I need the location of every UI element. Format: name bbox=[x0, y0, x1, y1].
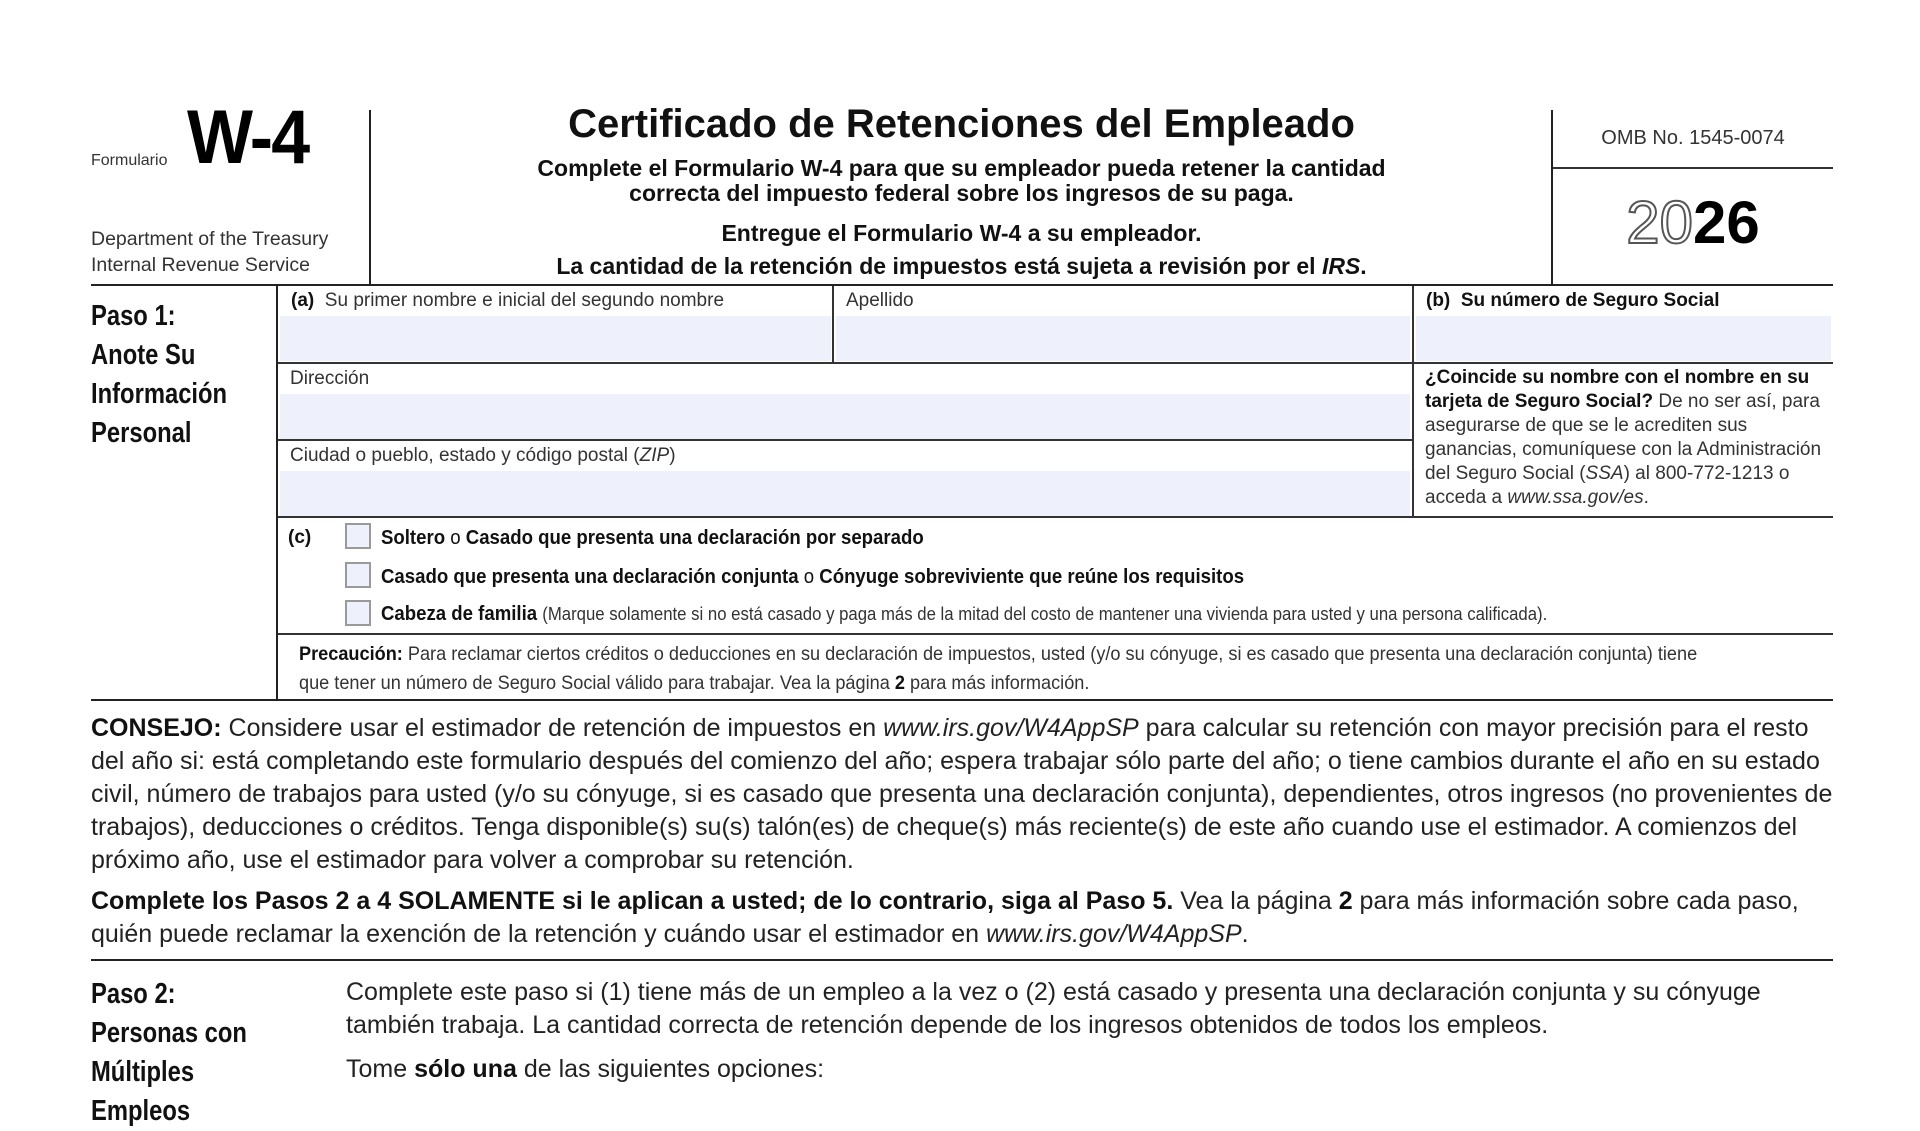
step1-label-line: Información bbox=[91, 378, 228, 410]
tip-paragraph bbox=[91, 712, 1833, 877]
step1-label-line: Personal bbox=[91, 417, 192, 449]
step2-label-line: Personas con bbox=[91, 1017, 247, 1049]
ssn-name-match-note bbox=[1425, 366, 1833, 510]
department-name: Department of the Treasury bbox=[91, 228, 329, 250]
option-text: o bbox=[445, 527, 466, 549]
steps-instruction-bold: Complete los Pasos 2 a 4 SOLAMENTE si le aplican a usted; de lo contrario, siga al Paso 5. bbox=[91, 887, 1174, 915]
options-intro-text: Tome bbox=[346, 1055, 415, 1083]
estimator-link[interactable]: www.irs.gov/W4AppSP bbox=[883, 714, 1139, 742]
ssn-note-ssa: SSA bbox=[1585, 463, 1624, 484]
tip-label: CONSEJO: bbox=[91, 714, 222, 742]
filing-option-married-joint bbox=[381, 566, 1244, 589]
subtitle-line-1: Complete el Formulario W-4 para que su empleador pueda retener la cantidad bbox=[537, 155, 1386, 181]
step1-label bbox=[91, 297, 227, 453]
option-text: Casado que presenta una declaración conjunta bbox=[381, 566, 799, 588]
option-text: Cabeza de familia bbox=[381, 603, 538, 625]
first-name-input[interactable] bbox=[280, 316, 831, 361]
ssn-label bbox=[1426, 290, 1720, 312]
address-field[interactable] bbox=[278, 364, 1412, 441]
step2-label-line: Empleos bbox=[91, 1095, 191, 1127]
review-note-irs: IRS bbox=[1321, 253, 1361, 279]
ssn-note-text2: ) al 800-772-1213 o acceda a bbox=[1425, 463, 1790, 508]
header-divider-left bbox=[369, 110, 371, 286]
ssn-note-question: ¿Coincide su nombre con el nombre en su tarjeta de Seguro Social? bbox=[1425, 367, 1810, 412]
precaution-page: 2 bbox=[894, 672, 905, 694]
step2-label bbox=[91, 975, 247, 1131]
estimator-link[interactable]: www.irs.gov/W4AppSP bbox=[986, 920, 1242, 948]
form-subtitle bbox=[372, 156, 1551, 206]
submit-instruction: Entregue el Formulario W-4 a su empleador. bbox=[721, 220, 1202, 246]
last-name-field[interactable] bbox=[834, 286, 1412, 363]
steps-instruction bbox=[91, 885, 1833, 951]
option-text: Cónyuge sobreviviente que reúne los requisitos bbox=[819, 566, 1245, 588]
ssn-field[interactable] bbox=[1414, 286, 1833, 363]
filing-option-single bbox=[381, 527, 924, 550]
form-prefix: Formulario bbox=[91, 152, 168, 169]
last-name-input[interactable] bbox=[836, 316, 1410, 361]
city-label-zip: ZIP bbox=[639, 445, 670, 466]
field-letter-c: (c) bbox=[288, 527, 312, 548]
ssn-input[interactable] bbox=[1416, 316, 1831, 361]
first-name-label-text: Su primer nombre e inicial del segundo nombre bbox=[324, 290, 725, 311]
ssn-label-text: Su número de Seguro Social bbox=[1460, 290, 1720, 311]
first-name-label bbox=[291, 290, 724, 312]
year-solid-digits: 26 bbox=[1693, 189, 1760, 256]
omb-number: OMB No. 1545-0074 bbox=[1601, 127, 1785, 149]
option-note: (Marque solamente si no está casado y paga más de la mitad del costo de mantener una vivienda para usted y una persona calificada). bbox=[542, 604, 1548, 624]
filing-option-head-of-household bbox=[381, 603, 1547, 626]
options-intro-text: de las siguientes opciones: bbox=[516, 1055, 825, 1083]
step1-label-line: Anote Su bbox=[91, 339, 196, 371]
step2-label-line: Paso 2: bbox=[91, 978, 176, 1010]
subtitle-line-2: correcta del impuesto federal sobre los ingresos de su paga. bbox=[629, 180, 1294, 206]
step2-description: Complete este paso si (1) tiene más de un empleo a la vez o (2) está casado y presenta una declaración conjunta y su cónyuge también trabaja. La cantidad correcta de retención depende de los ingresos obtenidos de todos los empleos. bbox=[346, 978, 1761, 1039]
city-state-zip-input[interactable] bbox=[280, 471, 1410, 516]
step2-label-line: Múltiples bbox=[91, 1056, 195, 1088]
city-label-end: ) bbox=[669, 445, 676, 466]
year-outline-digits: 20 bbox=[1626, 189, 1693, 256]
review-note bbox=[372, 253, 1551, 280]
form-number: W-4 bbox=[187, 95, 309, 180]
steps-instruction-page: 2 bbox=[1338, 887, 1353, 915]
step1-label-line: Paso 1: bbox=[91, 300, 176, 332]
option-text: Casado que presenta una declaración por separado bbox=[465, 527, 924, 549]
ssn-note-end: . bbox=[1643, 487, 1649, 508]
tip-text: para calcular su retención con mayor precisión para el resto del año si: está completando este formulario después del comienzo del año; espera trabajar sólo parte del año; o tiene cambios durante el año en su estado civil, número de trabajos para usted (y/o su cónyuge, si es casado que presenta una declaración conjunta), dependientes, otros ingresos (no provenientes de trabajos), deducciones o créditos. Tenga disponible(s) su(s) talón(es) de cheque(s) más reciente(s) de este año cuando use el estimador. A comienzos del próximo año, use el estimador para volver a comprobar su retención. bbox=[91, 714, 1833, 874]
step1-bottom-rule bbox=[91, 699, 1833, 701]
checkbox-head-of-household[interactable] bbox=[345, 600, 371, 626]
tip-text: Considere usar el estimador de retención de impuestos en bbox=[221, 714, 884, 742]
checkbox-single[interactable] bbox=[345, 523, 371, 549]
options-intro-bold: sólo una bbox=[414, 1055, 517, 1083]
option-text: o bbox=[798, 566, 820, 588]
precaution-text: Para reclamar ciertos créditos o deducciones en su declaración de impuestos, usted (y/o su cónyuge, si es casado que presenta una declaración conjunta) tiene que tener un número de Seguro Social válido para trabajar. Vea la página bbox=[299, 643, 1698, 694]
city-label-text: Ciudad o pueblo, estado y código postal ( bbox=[290, 445, 640, 466]
precaution-end: para más información. bbox=[904, 672, 1090, 694]
address-input[interactable] bbox=[280, 394, 1410, 439]
steps-instruction-text: para más información sobre cada paso, quién puede reclamar la exención de la retención y cuándo usar el estimador en bbox=[91, 887, 1799, 948]
city-state-zip-label bbox=[290, 445, 676, 467]
review-note-end: . bbox=[1360, 253, 1367, 279]
form-title: Certificado de Retenciones del Empleado bbox=[568, 102, 1355, 146]
ssa-url-link[interactable]: www.ssa.gov/es bbox=[1507, 487, 1644, 508]
row-rule bbox=[278, 516, 1833, 518]
city-state-zip-field[interactable] bbox=[278, 441, 1412, 518]
checkbox-married-joint[interactable] bbox=[345, 562, 371, 588]
first-name-field[interactable] bbox=[278, 286, 833, 363]
field-letter-a: (a) bbox=[291, 290, 315, 311]
step2-options-intro bbox=[346, 1055, 824, 1084]
review-note-text: La cantidad de la retención de impuestos está sujeta a revisión por el bbox=[556, 253, 1322, 279]
row-rule bbox=[278, 633, 1833, 635]
field-letter-b: (b) bbox=[1426, 290, 1451, 311]
steps-instruction-text: Vea la página bbox=[1173, 887, 1339, 915]
tax-year bbox=[1553, 189, 1833, 256]
agency-block bbox=[91, 226, 328, 278]
tip-bottom-rule bbox=[91, 959, 1833, 961]
precaution-note bbox=[299, 640, 1722, 698]
steps-instruction-end: . bbox=[1241, 920, 1249, 948]
last-name-label: Apellido bbox=[846, 290, 914, 311]
precaution-label: Precaución: bbox=[299, 643, 403, 665]
address-label: Dirección bbox=[290, 368, 370, 389]
ssn-note-text: De no ser así, para asegurarse de que se le acrediten sus ganancias, comuníquese con la Administración del Seguro Social ( bbox=[1425, 391, 1822, 484]
omb-divider bbox=[1553, 167, 1833, 169]
option-text: Soltero bbox=[381, 527, 446, 549]
agency-name: Internal Revenue Service bbox=[91, 254, 310, 276]
